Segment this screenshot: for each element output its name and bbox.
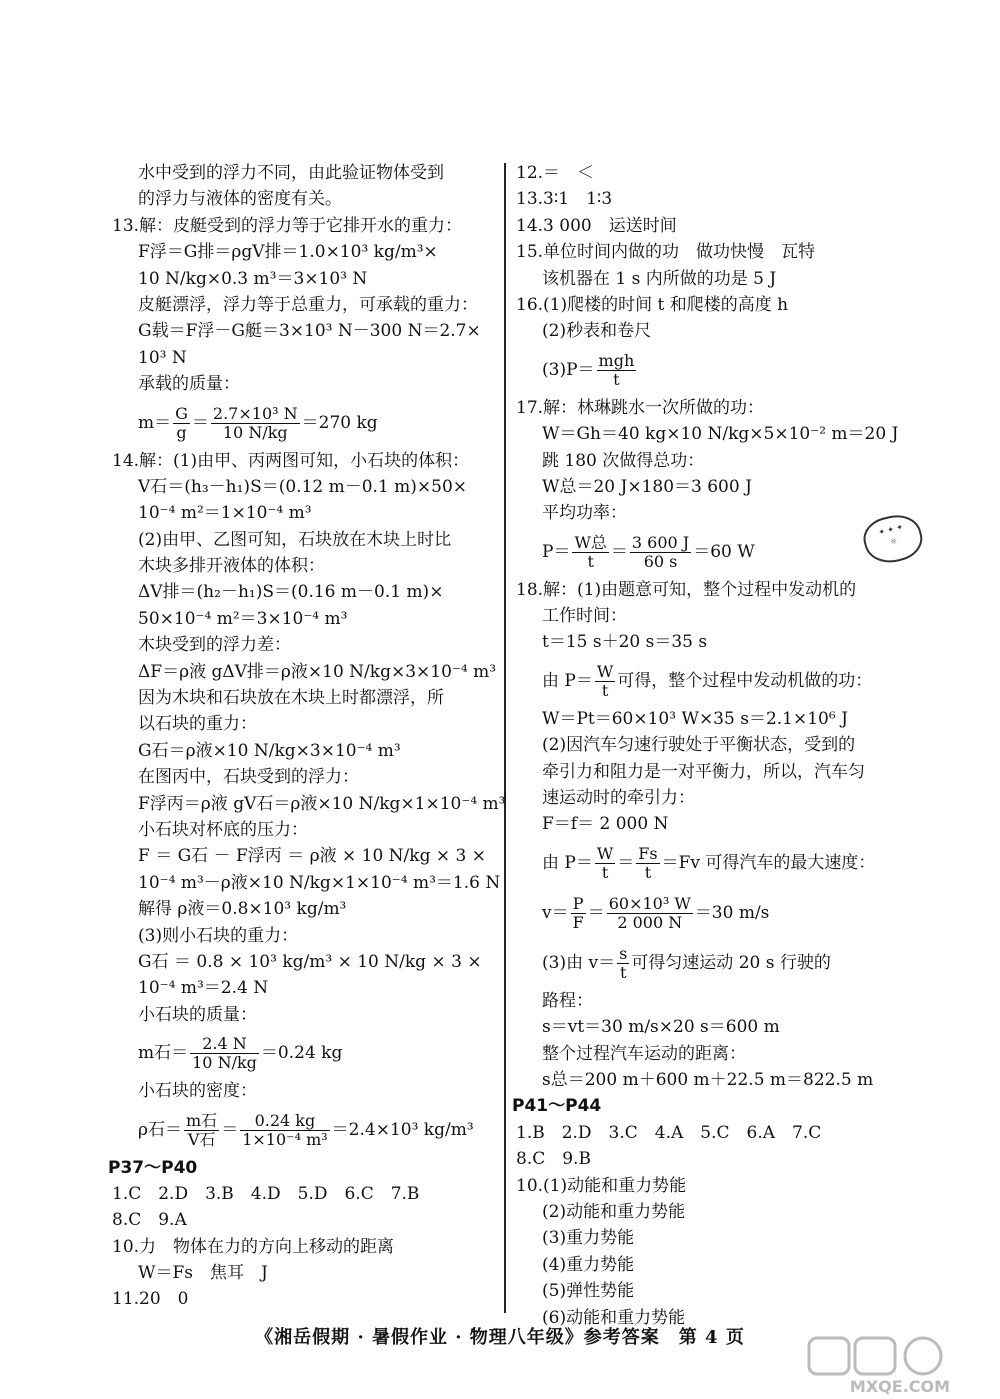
text-line: 牵引力和阻力是一对平衡力，所以，汽车匀 xyxy=(542,761,865,782)
page-footer: 《湘岳假期 · 暑假作业 · 物理八年级》参考答案 第 4 页 xyxy=(255,1327,745,1348)
text-line: F ＝ G石 － F浮丙 ＝ ρ液 × 10 N/kg × 3 × xyxy=(138,846,486,867)
text-line: (5)弹性势能 xyxy=(542,1281,635,1302)
fraction: $\frac{Fs}{t}$ xyxy=(638,843,658,882)
text-line: W总＝20 J×180＝3 600 J xyxy=(542,476,752,497)
text-line: 14.3 000 运送时间 xyxy=(516,215,677,236)
text-line: 以石块的重力： xyxy=(138,714,257,735)
text-line: 13.解：皮艇受到的浮力等于它排开水的重力： xyxy=(112,215,463,236)
fraction: $\frac{0.24 kg}{\text{1×10⁻⁴ m³}}$ xyxy=(242,1110,328,1149)
fraction: $\frac{s}{t}$ xyxy=(619,943,628,982)
formula-line: 由 P＝ $\frac{W}{t}$ 可得，整个过程中发动机做的功： xyxy=(542,661,873,700)
text-line: 整个过程汽车运动的距离： xyxy=(542,1043,746,1064)
text-line: 17.解：林琳跳水一次所做的功： xyxy=(516,397,765,418)
text-line: 10³ N xyxy=(138,347,187,368)
text-line: 皮艇漂浮，浮力等于总重力，可承载的重力： xyxy=(138,294,478,315)
formula-line: m石＝ $\frac{2.4 N}{10 N/kg}$ ＝0.24 kg xyxy=(138,1034,343,1073)
text-line: G载＝F浮－G艇＝3×10³ N－300 N＝2.7× xyxy=(138,321,481,342)
text-line: (4)重力势能 xyxy=(542,1254,635,1275)
fraction: $\frac{\text{W总}}{t}$ xyxy=(574,532,607,571)
text-line: F＝f＝ 2 000 N xyxy=(542,814,669,835)
text-line: 小石块对杯底的压力： xyxy=(138,819,308,840)
text-line: 16.(1)爬楼的时间 t 和爬楼的高度 h xyxy=(516,294,789,315)
text-line: 路程： xyxy=(542,990,593,1011)
fraction: $\frac{2.4 N}{10 N/kg}$ xyxy=(192,1034,257,1073)
text-line: G石＝ρ液×10 N/kg×3×10⁻⁴ m³ xyxy=(138,740,401,761)
text-line: 平均功率： xyxy=(542,503,627,524)
text-line: 因为木块和石块放在木块上时都漂浮，所 xyxy=(138,688,444,709)
formula-line: v＝ $\frac{P}{F}$ ＝ $\frac{\text{60×10³ W}}{2 000 N}$ ＝30 m/s xyxy=(542,893,770,932)
formula-line: 由 P＝ $\frac{W}{t}$ ＝ $\frac{Fs}{t}$ ＝Fv 可得汽车的最大速度： xyxy=(542,843,876,882)
text-line: 10⁻⁴ m³－ρ液×10 N/kg×1×10⁻⁴ m³＝1.6 N xyxy=(138,872,501,893)
fraction: $\frac{W}{t}$ xyxy=(596,661,614,700)
text-line: 解得 ρ液＝0.8×10³ kg/m³ xyxy=(138,899,347,920)
section-heading: P37～P40 xyxy=(108,1157,198,1178)
text-line: 水中受到的浮力不同，由此验证物体受到 xyxy=(138,163,444,183)
formula-line: ρ石＝ $\frac{\text{m石}}{\text{V石}}$ ＝ $\frac{0.24 kg}{\text{1×10⁻⁴ m³}}$ ＝2.4×10³ kg/m³ xyxy=(138,1110,474,1149)
text-line: F浮＝G排＝ρgV排＝1.0×10³ kg/m³× xyxy=(138,242,438,263)
text-line: 工作时间： xyxy=(542,606,627,627)
text-line: 18.解：(1)由题意可知，整个过程中发动机的 xyxy=(516,579,857,600)
text-line: 的浮力与液体的密度有关。 xyxy=(138,189,342,210)
text-line: W＝Pt＝60×10³ W×35 s＝2.1×10⁶ J xyxy=(542,708,848,729)
fraction: $\frac{\text{mgh}}{t}$ xyxy=(598,350,635,389)
text-line: (6)动能和重力势能 xyxy=(542,1307,686,1328)
text-line: 1.C 2.D 3.B 4.D 5.D 6.C 7.B xyxy=(112,1183,420,1204)
text-line: F浮丙＝ρ液 gV石＝ρ液×10 N/kg×1×10⁻⁴ m³ xyxy=(138,793,506,814)
text-line: 速运动时的牵引力： xyxy=(542,788,695,809)
text-line: ΔV排＝(h₂－h₁)S＝(0.16 m－0.1 m)× xyxy=(138,582,444,603)
fraction: $\frac{W}{t}$ xyxy=(596,843,614,882)
text-line: 承载的质量： xyxy=(138,374,240,395)
text-line: (2)由甲、乙图可知，石块放在木块上时比 xyxy=(138,529,452,550)
formula-line: (3)由 v＝ $\frac{s}{t}$ 可得匀速运动 20 s 行驶的 xyxy=(542,943,831,982)
stamp-seal-icon: ✦ ✦ ✦ ☼ xyxy=(859,510,926,569)
text-line: 50×10⁻⁴ m²＝3×10⁻⁴ m³ xyxy=(138,608,348,629)
text-line: 跳 180 次做得总功： xyxy=(542,450,705,471)
fraction: $\frac{P}{F}$ xyxy=(572,893,584,932)
text-line: 1.B 2.D 3.C 4.A 5.C 6.A 7.C xyxy=(516,1122,822,1143)
text-line: t＝15 s＋20 s＝35 s xyxy=(542,632,708,653)
text-line: 13.3∶1 1∶3 xyxy=(516,189,613,210)
fraction: $\frac{\text{2.7×10³ N}}{10 N/kg}$ xyxy=(212,403,298,442)
text-line: (2)秒表和卷尺 xyxy=(542,321,652,342)
text-line: 15.单位时间内做的功 做功快慢 瓦特 xyxy=(516,242,816,263)
fraction: $\frac{\text{m石}}{\text{V石}}$ xyxy=(186,1110,218,1149)
text-line: 14.解：(1)由甲、丙两图可知，小石块的体积： xyxy=(112,450,470,471)
left-column xyxy=(108,160,506,1313)
right-column xyxy=(512,160,899,1331)
text-line: W＝Gh＝40 kg×10 N/kg×5×10⁻² m＝20 J xyxy=(542,424,899,445)
column-divider xyxy=(504,163,506,1313)
text-line: 10 N/kg×0.3 m³＝3×10³ N xyxy=(138,268,368,289)
text-line: 10.力 物体在力的方向上移动的距离 xyxy=(112,1236,395,1257)
text-line: 木块受到的浮力差： xyxy=(138,635,291,656)
text-line: 该机器在 1 s 内所做的功是 5 J xyxy=(542,268,777,289)
text-line: (2)动能和重力势能 xyxy=(542,1201,686,1222)
text-line: 小石块的密度： xyxy=(138,1081,257,1102)
text-line: s总＝200 m＋600 m＋22.5 m＝822.5 m xyxy=(542,1069,874,1090)
text-line: W＝Fs 焦耳 J xyxy=(138,1263,268,1284)
text-line: 10⁻⁴ m²＝1×10⁻⁴ m³ xyxy=(138,503,312,524)
svg-text:MXQE.COM: MXQE.COM xyxy=(849,1377,951,1396)
fraction: $\frac{\text{60×10³ W}}{2 000 N}$ xyxy=(608,893,691,932)
text-line: ΔF＝ρ液 gΔV排＝ρ液×10 N/kg×3×10⁻⁴ m³ xyxy=(138,661,497,682)
formula-line: P＝ $\frac{\text{W总}}{t}$ ＝ $\frac{3 600 J}{60 s}$ ＝60 W xyxy=(542,532,755,571)
formula-line: m＝ $\frac{G}{g}$ ＝ $\frac{\text{2.7×10³ N}}{10 N/kg}$ ＝270 kg xyxy=(138,403,378,442)
watermark-logo-icon xyxy=(805,1336,995,1396)
formula-line: (3)P＝ $\frac{\text{mgh}}{t}$ xyxy=(542,350,635,389)
text-line: 木块多排开液体的体积： xyxy=(138,556,325,577)
text-line: V石＝(h₃－h₁)S＝(0.12 m－0.1 m)×50× xyxy=(138,476,468,497)
text-line: (3)则小石块的重力： xyxy=(138,925,299,946)
fraction: $\frac{G}{g}$ xyxy=(175,403,188,442)
fraction: $\frac{3 600 J}{60 s}$ xyxy=(631,532,690,571)
text-line: (2)因汽车匀速行驶处于平衡状态，受到的 xyxy=(542,735,856,756)
text-line: 8.C 9.B xyxy=(516,1149,591,1170)
section-heading: P41～P44 xyxy=(512,1096,602,1117)
text-line: s＝vt＝30 m/s×20 s＝600 m xyxy=(542,1017,780,1038)
text-line: 10⁻⁴ m³＝2.4 N xyxy=(138,978,269,999)
text-line: 在图丙中，石块受到的浮力： xyxy=(138,767,359,788)
text-line: 8.C 9.A xyxy=(112,1210,187,1231)
text-line: 10.(1)动能和重力势能 xyxy=(516,1175,687,1196)
text-line: 11.20 0 xyxy=(112,1289,189,1310)
text-line: 12.＝ ＜ xyxy=(516,163,595,183)
text-line: G石 ＝ 0.8 × 10³ kg/m³ × 10 N/kg × 3 × xyxy=(138,951,482,972)
text-line: (3)重力势能 xyxy=(542,1228,635,1249)
text-line: 小石块的质量： xyxy=(138,1004,257,1025)
